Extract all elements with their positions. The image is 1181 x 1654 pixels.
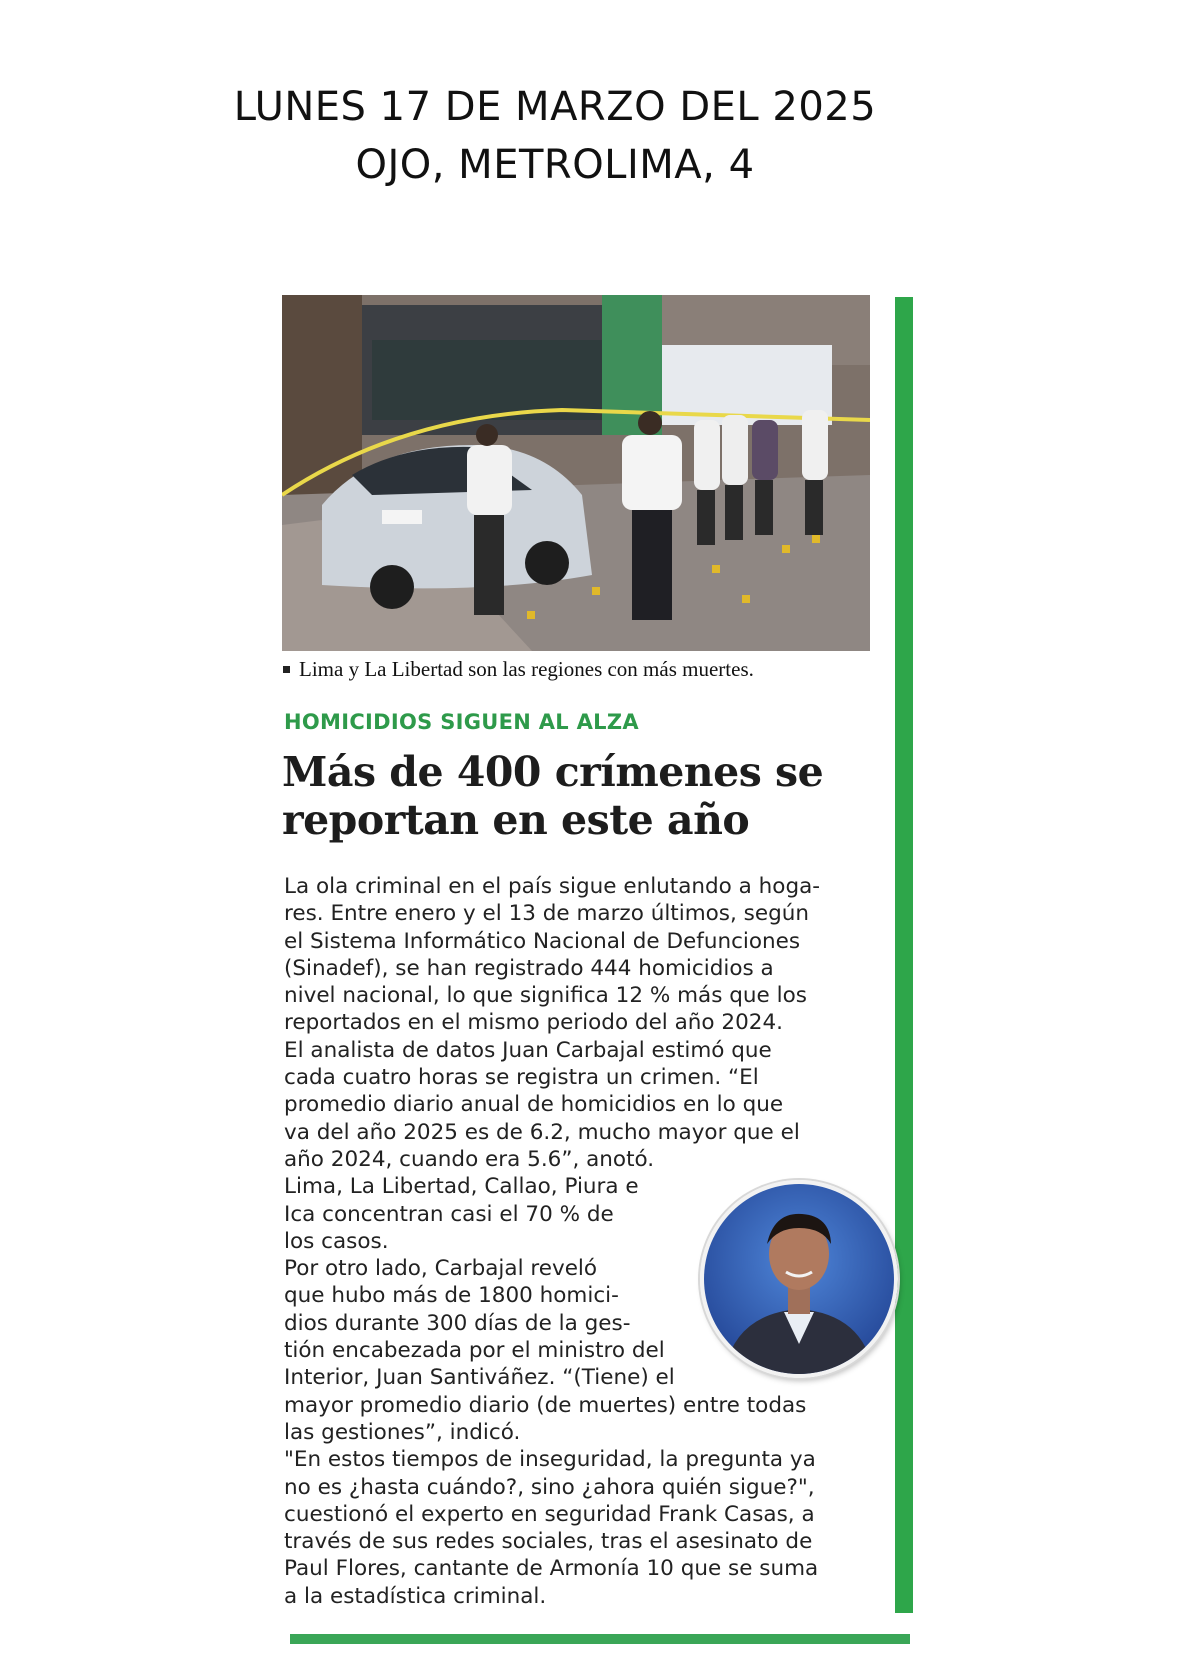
article-headline bbox=[282, 748, 882, 844]
body-line: va del año 2025 es de 6.2, mucho mayor que el bbox=[284, 1119, 800, 1145]
body-line: Por otro lado, Carbajal reveló bbox=[284, 1256, 598, 1282]
caption-bullet-icon bbox=[283, 666, 290, 673]
body-line: "En estos tiempos de inseguridad, la pregunta ya bbox=[284, 1447, 816, 1473]
body-line: Lima, La Libertad, Callao, Piura e bbox=[284, 1174, 639, 1200]
body-line: el Sistema Informático Nacional de Defunciones bbox=[284, 928, 801, 954]
headline-line: reportan en este año bbox=[282, 796, 750, 844]
accent-rule-bottom bbox=[290, 1634, 910, 1644]
body-line: promedio diario anual de homicidios en lo que bbox=[284, 1092, 784, 1118]
caption-text: Lima y La Libertad son las regiones con más muertes. bbox=[299, 657, 754, 681]
accent-bar bbox=[895, 297, 913, 1613]
publication-source: OJO, METROLIMA, 4 bbox=[355, 142, 755, 188]
body-line: no es ¿hasta cuándo?, sino ¿ahora quién sigue?", bbox=[284, 1474, 815, 1500]
publication-date: LUNES 17 DE MARZO DEL 2025 bbox=[233, 84, 877, 130]
body-line: las gestiones”, indicó. bbox=[284, 1419, 521, 1445]
body-line: que hubo más de 1800 homici- bbox=[284, 1283, 619, 1309]
article-kicker: HOMICIDIOS SIGUEN AL ALZA bbox=[284, 710, 639, 734]
body-line: los casos. bbox=[284, 1228, 389, 1254]
body-line: a la estadística criminal. bbox=[284, 1583, 547, 1609]
body-line: Paul Flores, cantante de Armonía 10 que se suma bbox=[284, 1556, 819, 1582]
body-line: cuestionó el experto en seguridad Frank Casas, a bbox=[284, 1501, 815, 1527]
body-line: año 2024, cuando era 5.6”, anotó. bbox=[284, 1146, 655, 1172]
body-line: nivel nacional, lo que significa 12 % más que los bbox=[284, 983, 807, 1009]
crime-scene-photo bbox=[282, 295, 870, 651]
body-line: mayor promedio diario (de muertes) entre todas bbox=[284, 1392, 807, 1418]
body-line: La ola criminal en el país sigue enlutando a hoga- bbox=[284, 874, 821, 899]
body-line: reportados en el mismo periodo del año 2024. bbox=[284, 1010, 783, 1036]
body-line: (Sinadef), se han registrado 444 homicidios a bbox=[284, 955, 774, 981]
body-line: El analista de datos Juan Carbajal estimó que bbox=[284, 1037, 772, 1063]
body-line: dios durante 300 días de la ges- bbox=[284, 1310, 631, 1336]
body-line: res. Entre enero y el 13 de marzo últimos, según bbox=[284, 901, 809, 927]
body-line: Interior, Juan Santiváñez. “(Tiene) el bbox=[284, 1365, 675, 1391]
clipping-header bbox=[0, 78, 1110, 194]
body-line: cada cuatro horas se registra un crimen. “El bbox=[284, 1065, 759, 1091]
body-line: través de sus redes sociales, tras el asesinato de bbox=[284, 1529, 813, 1555]
headline-line: Más de 400 crímenes se bbox=[282, 748, 824, 796]
photo-caption bbox=[283, 657, 883, 682]
body-line: tión encabezada por el ministro del bbox=[284, 1338, 665, 1364]
analyst-portrait-photo bbox=[700, 1180, 898, 1378]
body-line: Ica concentran casi el 70 % de bbox=[284, 1201, 614, 1227]
